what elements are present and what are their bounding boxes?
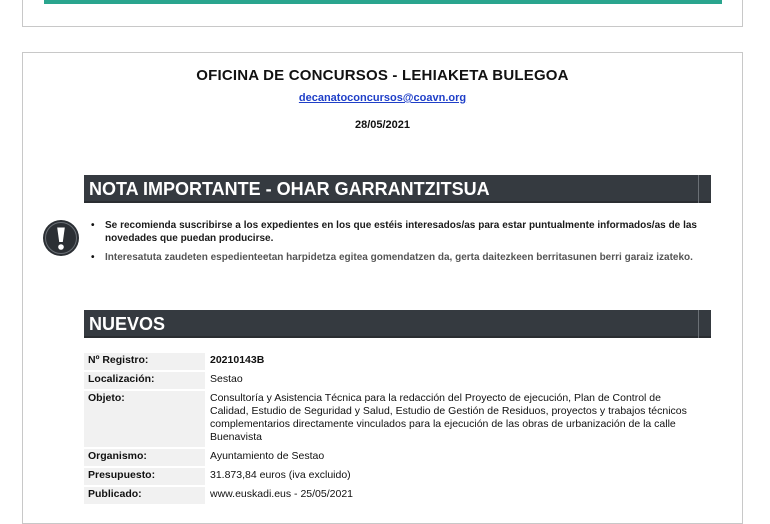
header-edge: [698, 175, 699, 203]
record-row-localizacion: [84, 371, 711, 390]
bulletin-card: [22, 52, 743, 524]
registro-value: 20210143B: [205, 353, 711, 371]
presupuesto-label: Presupuesto:: [84, 467, 205, 486]
notice-list: [91, 220, 697, 272]
exclamation-circle-icon: [42, 219, 80, 257]
publicado-label: Publicado:: [84, 486, 205, 505]
presupuesto-value: 31.873,84 euros (iva excluido): [205, 467, 711, 486]
record-row-registro: [84, 353, 711, 371]
registro-label: Nº Registro:: [84, 353, 205, 371]
nota-importante-header: [84, 175, 711, 203]
localizacion-label: Localización:: [84, 371, 205, 390]
previous-card: [22, 0, 743, 27]
notice-item-eu: • Interesatuta zaudeten espedienteetan harpidetza egitea gomendatzen da, gerta daitezkeen berritasunen berri garaiz izateko.: [91, 252, 697, 265]
publicado-value: www.euskadi.eus - 25/05/2021: [205, 486, 711, 505]
localizacion-value: Sestao: [205, 371, 711, 390]
header-edge: [698, 310, 699, 338]
contest-record: [84, 353, 711, 506]
office-title: OFICINA DE CONCURSOS - LEHIAKETA BULEGOA: [196, 67, 569, 84]
organismo-value: Ayuntamiento de Sestao: [205, 448, 711, 467]
organismo-label: Organismo:: [84, 448, 205, 467]
nota-importante-title: NOTA IMPORTANTE - OHAR GARRANTZITSUA: [89, 179, 490, 199]
office-date: 28/05/2021: [354, 119, 411, 131]
notice-item-es: • Se recomienda suscribirse a los expedientes en los que estéis interesados/as para estar puntualmente informados/as de las novedades que puedan producirse.: [91, 220, 697, 245]
record-row-objeto: [84, 390, 711, 448]
office-email-link[interactable]: decanatoconcursos@coavn.org: [298, 92, 467, 104]
record-row-presupuesto: [84, 467, 711, 486]
objeto-value: Consultoría y Asistencia Técnica para la redacción del Proyecto de ejecución, Plan de Control de Calidad, Estudio de Seguridad y Salud, Estudio de Gestión de Residuos, proyectos y trabajos técnicos complementarios directamente vinculados para la ejecución de las obras de urbanización de la calle Buenavista: [205, 390, 711, 448]
objeto-label: Objeto:: [84, 390, 205, 448]
nuevos-title: NUEVOS: [89, 314, 166, 334]
record-row-publicado: [84, 486, 711, 505]
nuevos-header: [84, 310, 711, 338]
record-row-organismo: [84, 448, 711, 467]
accent-bar: [44, 0, 722, 4]
